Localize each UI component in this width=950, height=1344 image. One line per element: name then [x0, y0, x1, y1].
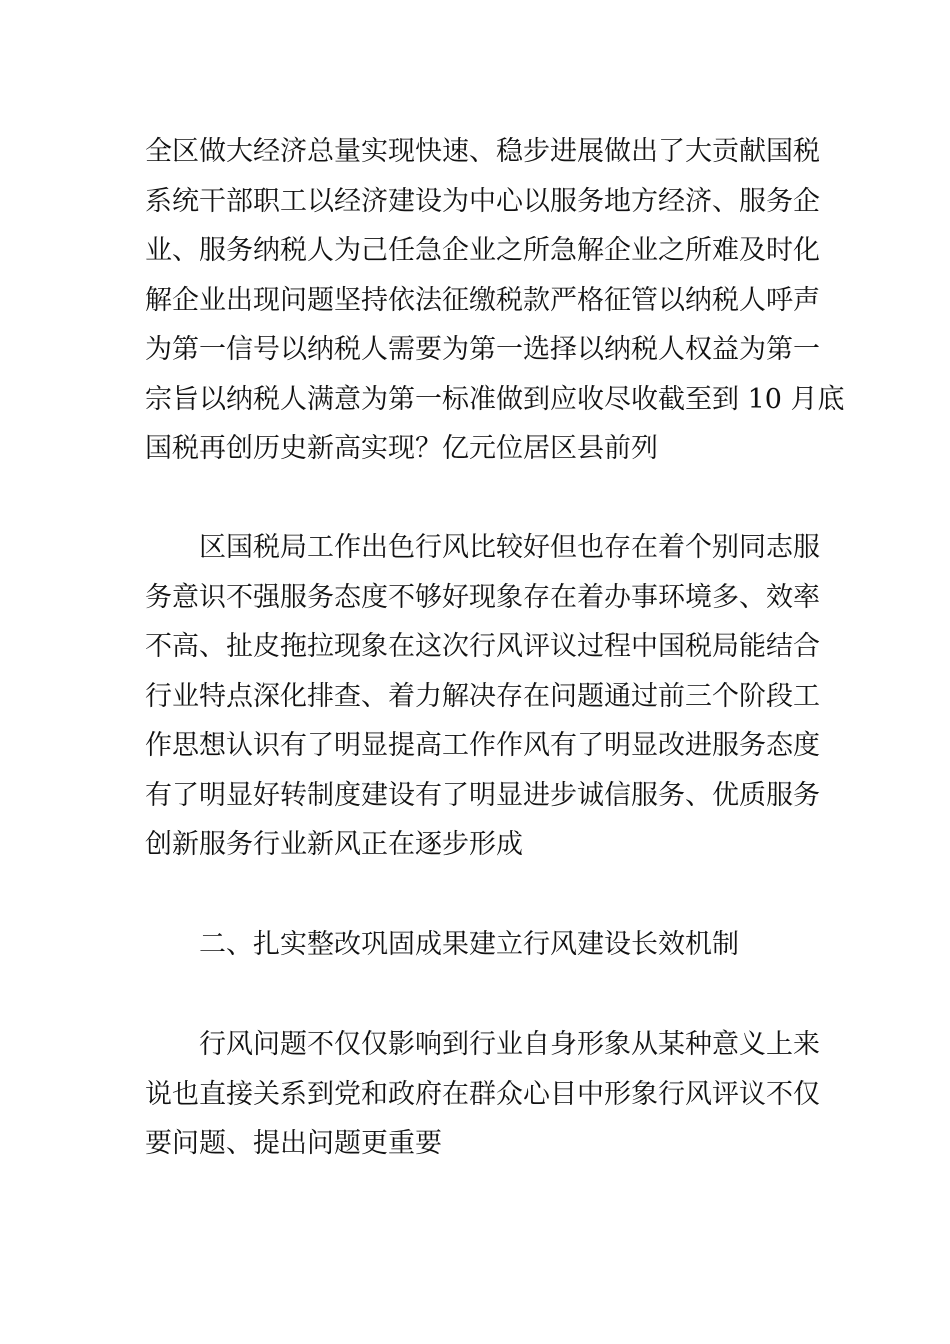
- paragraph-line: 要问题、提出问题更重要: [145, 1128, 442, 1159]
- paragraph-line: 为第一信号以纳税人需要为第一选择以纳税人权益为第一: [145, 334, 820, 365]
- paragraph-line: 务意识不强服务态度不够好现象存在着办事环境多、效率: [145, 581, 820, 613]
- paragraph-line: 国税再创历史新高实现？亿元位居区县前列: [145, 433, 658, 464]
- paragraph-line: 解企业出现问题坚持依法征缴税款严格征管以纳税人呼声: [145, 284, 820, 316]
- paragraph-line: 行风问题不仅仅影响到行业自身形象从某种意义上来: [199, 1029, 820, 1060]
- section-heading: [145, 920, 810, 970]
- paragraph-line: 业、服务纳税人为己任急企业之所急解企业之所难及时化: [145, 235, 820, 266]
- paragraph-line: 区国税局工作出色行风比较好但也存在着个别同志服: [199, 532, 820, 563]
- section-heading-text: 二、扎实整改巩固成果建立行风建设长效机制: [199, 929, 739, 960]
- paragraph-line: 全区做大经济总量实现快速、稳步进展做出了大贡献国税: [145, 136, 820, 167]
- body-paragraph-3: [145, 1020, 820, 1169]
- paragraph-line: 宗旨以纳税人满意为第一标准做到应收尽收截至到 10 月底: [145, 383, 845, 415]
- paragraph-line: 说也直接关系到党和政府在群众心目中形象行风评议不仅: [145, 1078, 820, 1110]
- paragraph-line: 作思想认识有了明显提高工作作风有了明显改进服务态度: [145, 730, 820, 761]
- body-paragraph-1: [145, 127, 845, 474]
- paragraph-line: 不高、扯皮拖拉现象在这次行风评议过程中国税局能结合: [145, 631, 820, 662]
- body-paragraph-2: [145, 523, 820, 870]
- paragraph-line: 系统干部职工以经济建设为中心以服务地方经济、服务企: [145, 185, 820, 217]
- paragraph-line: 创新服务行业新风正在逐步形成: [145, 829, 523, 860]
- paragraph-line: 有了明显好转制度建设有了明显进步诚信服务、优质服务: [145, 779, 820, 811]
- paragraph-line: 行业特点深化排查、着力解决存在问题通过前三个阶段工: [145, 680, 820, 712]
